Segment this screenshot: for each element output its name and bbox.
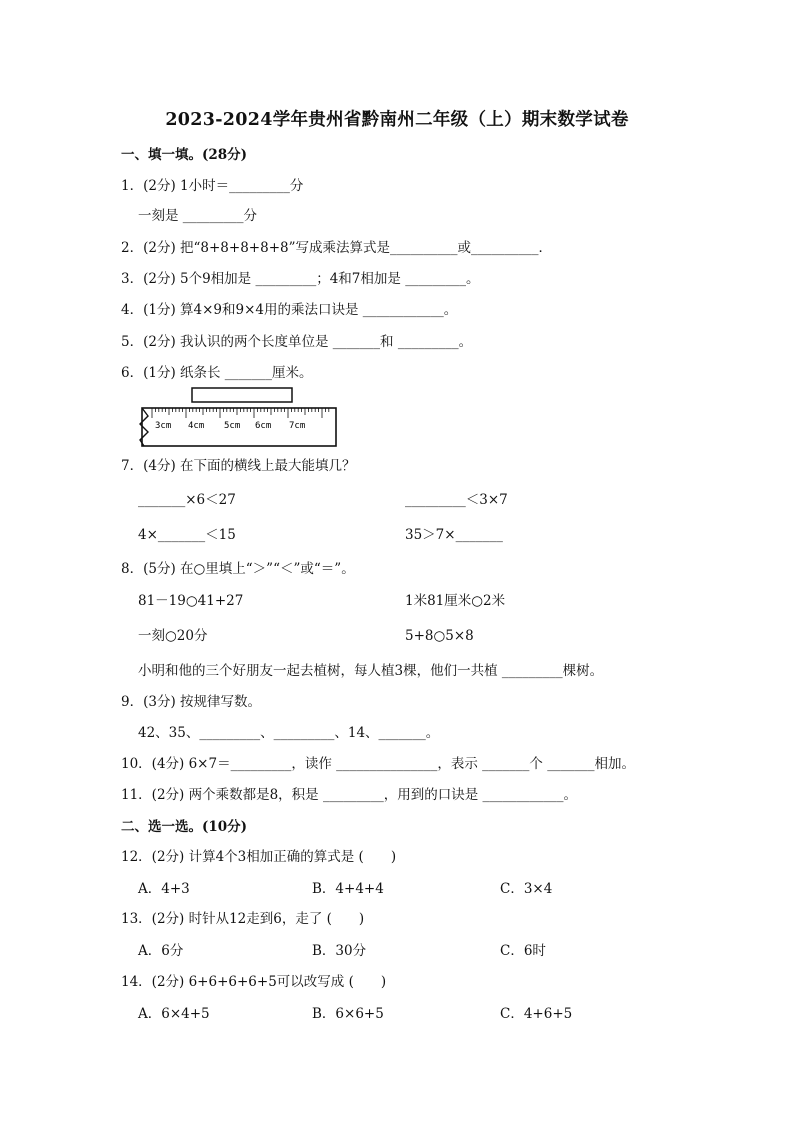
question-3: 3．(2分) 5个9相加是 _________；4和7相加是 _________。 [121,271,480,287]
ruler-label-4cm: 4cm [188,421,205,431]
question-6: 6．(1分) 纸条长 _______厘米。 [121,365,313,381]
question-7-d: 35＞7×_______ [405,527,503,543]
question-8: 8．(5分) 在○里填上“＞”“＜”或“＝”。 [121,561,355,577]
question-2: 2．(2分) 把“8+8+8+8+8”写成乘法算式是__________或__________． [121,240,552,256]
question-13-option-a: A．6分 [138,943,184,959]
question-13-option-b: B．30分 [312,943,367,959]
question-8-a: 81－19○41+27 [138,593,244,609]
page-title: 2023-2024学年贵州省黔南州二年级（上）期末数学试卷 [165,110,629,130]
question-13-option-c: C．6时 [500,943,546,959]
question-11: 11．(2分) 两个乘数都是8，积是 _________，用到的口诀是 ____________。 [121,787,578,803]
question-8-c: 一刻○20分 [138,628,208,644]
question-7-b: _________＜3×7 [405,492,508,508]
question-14-option-a: A．6×4+5 [138,1006,210,1022]
question-12: 12．(2分) 计算4个3相加正确的算式是 ( ) [121,849,397,865]
question-4: 4．(1分) 算4×9和9×4用的乘法口诀是 ____________。 [121,302,458,318]
paper-strip [192,388,292,402]
question-12-option-a: A．4+3 [138,881,190,897]
question-7-a: _______×6＜27 [138,492,236,508]
question-9-a: 42、35、_________、_________、14、_______。 [138,725,440,741]
question-12-option-c: C．3×4 [500,881,553,897]
section-heading-choose: 二、选一选。(10分) [121,819,248,835]
question-10: 10．(4分) 6×7＝_________，读作 _______________，表示 _______个 _______相加。 [121,756,635,772]
question-5: 5．(2分) 我认识的两个长度单位是 _______和 _________。 [121,334,473,350]
question-14: 14．(2分) 6+6+6+6+5可以改写成 ( ) [121,974,387,990]
question-1: 1．(2分) 1小时＝_________分 [121,178,304,194]
ruler-svg [138,386,338,450]
question-9: 9．(3分) 按规律写数。 [121,694,262,710]
ruler-label-7cm: 7cm [289,421,306,431]
question-14-option-b: B．6×6+5 [312,1006,384,1022]
question-1-part-b: 一刻是 _________分 [138,208,258,224]
section-heading-fill: 一、填一填。(28分) [121,147,248,163]
ruler-label-3cm: 3cm [155,421,172,431]
question-12-option-b: B．4+4+4 [312,881,384,897]
ruler-label-6cm: 6cm [255,421,272,431]
question-7: 7．(4分) 在下面的横线上最大能填几？ [121,458,356,474]
question-14-option-c: C．4+6+5 [500,1006,573,1022]
ruler-figure [138,386,338,450]
question-8-d: 5+8○5×8 [405,628,474,644]
ruler-label-5cm: 5cm [224,421,241,431]
question-8-e: 小明和他的三个好朋友一起去植树，每人植3棵，他们一共植 _________棵树。 [138,663,604,679]
question-8-b: 1米81厘米○2米 [405,593,506,609]
question-13: 13．(2分) 时针从12走到6，走了 ( ) [121,911,365,927]
question-7-c: 4×_______＜15 [138,527,236,543]
